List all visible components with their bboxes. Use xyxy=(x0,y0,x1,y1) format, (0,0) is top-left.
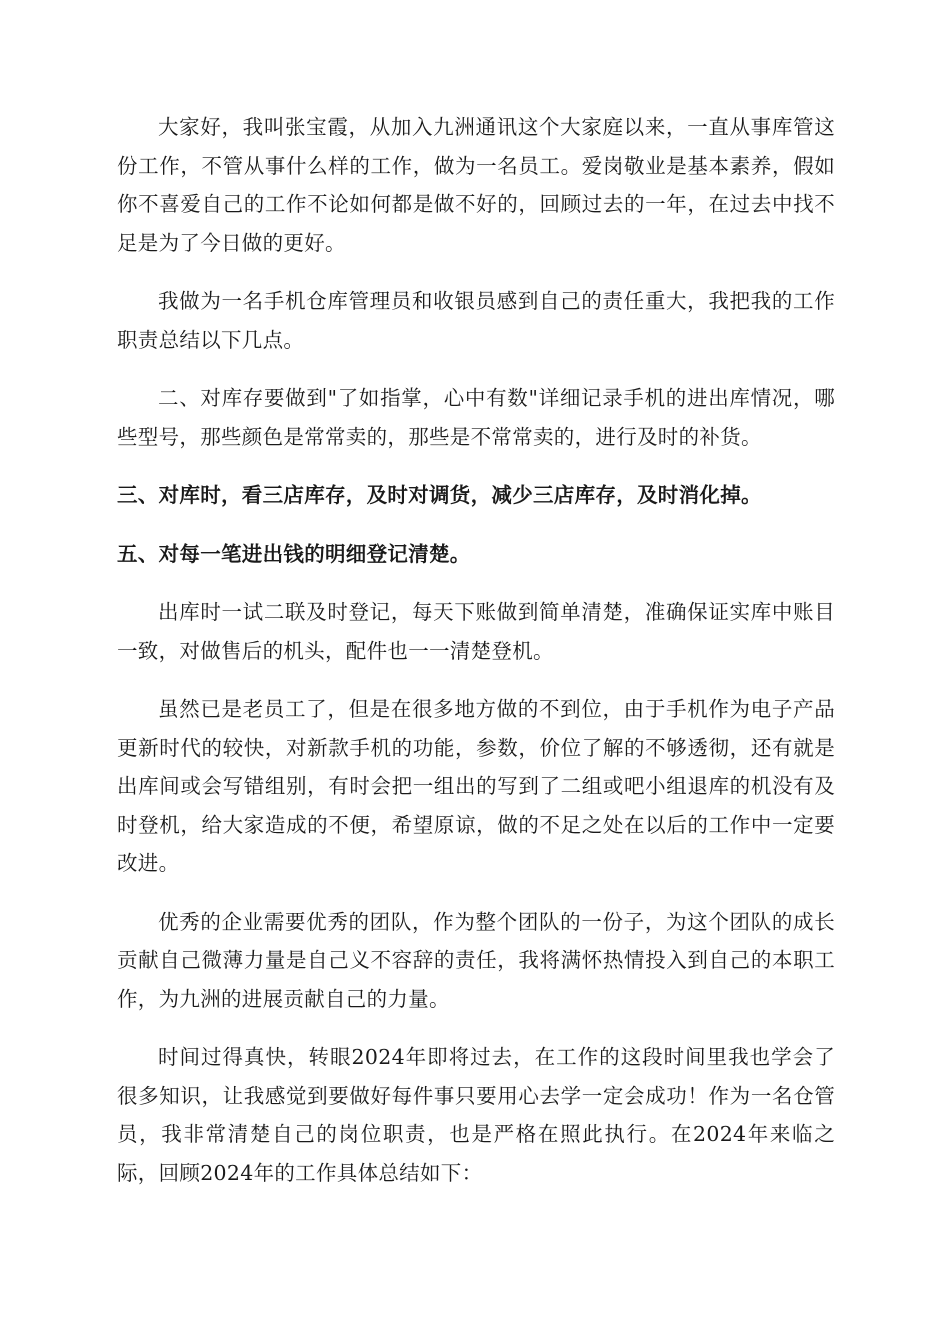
intro-paragraph: 大家好，我叫张宝霞，从加入九洲通讯这个大家庭以来，一直从事库管这份工作，不管从事什么样的工作，做为一名员工。爱岗敬业是基本素养，假如你不喜爱自己的工作不论如何都是做不好的，回顾过去的一年，在过去中找不足是为了今日做的更好。 xyxy=(117,115,835,255)
responsibility-paragraph: 我做为一名手机仓库管理员和收银员感到自己的责任重大，我把我的工作职责总结以下几点。 xyxy=(117,289,835,352)
document-body xyxy=(117,108,835,1212)
section-heading-five: 五、对每一笔进出钱的明细登记清楚。 xyxy=(117,541,471,566)
team-paragraph: 优秀的企业需要优秀的团队，作为整个团队的一份子，为这个团队的成长贡献自己微薄力量是自己义不容辞的责任，我将满怀热情投入到自己的本职工作，为九洲的进展贡献自己的力量。 xyxy=(117,909,835,1011)
outbound-paragraph: 出库时一试二联及时登记，每天下账做到简单清楚，准确保证实库中账目一致，对做售后的机头，配件也一一清楚登机。 xyxy=(117,600,835,663)
shortcomings-paragraph: 虽然已是老员工了，但是在很多地方做的不到位，由于手机作为电子产品更新时代的较快，对新款手机的功能，参数，价位了解的不够透彻，还有就是出库间或会写错组别，有时会把一组出的写到了二组或吧小组退库的机没有及时登机，给大家造成的不便，希望原谅，做的不足之处在以后的工作中一定要改进。 xyxy=(117,697,835,875)
year-summary-paragraph: 时间过得真快，转眼2024年即将过去，在工作的这段时间里我也学会了很多知识，让我感觉到要做好每件事只要用心去学一定会成功！作为一名仓管员，我非常清楚自己的岗位职责，也是严格在照此执行。在2024年来临之际，回顾2024年的工作具体总结如下： xyxy=(117,1045,835,1185)
inventory-paragraph: 二、对库存要做到"了如指掌，心中有数"详细记录手机的进出库情况，哪些型号，那些颜色是常常卖的，那些是不常常卖的，进行及时的补货。 xyxy=(117,386,835,449)
section-heading-three: 三、对库时，看三店库存，及时对调货，减少三店库存，及时消化掉。 xyxy=(117,483,762,507)
